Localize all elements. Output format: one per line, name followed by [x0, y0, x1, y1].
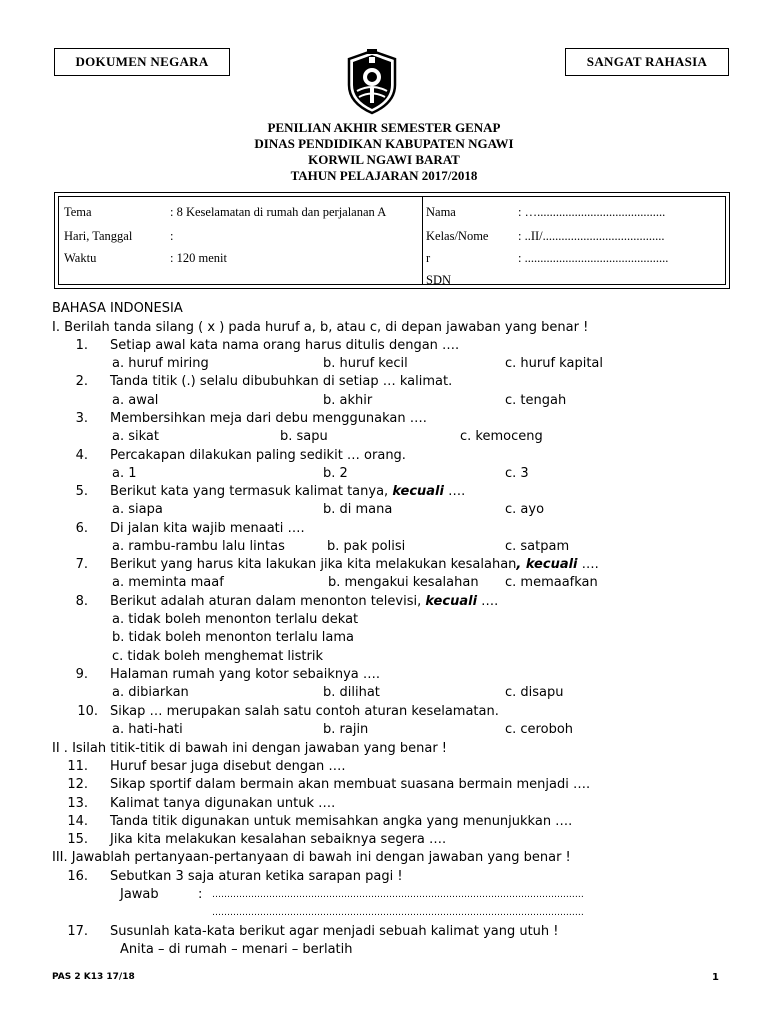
option-b[interactable]: b. tidak boleh menonton terlalu lama [112, 630, 355, 645]
emphasis-kecuali: kecuali [392, 484, 444, 499]
student-info-table: Tema : 8 Keselamatan di rumah dan perjalanan A Hari, Tanggal : Waktu : 120 menit Nama : …......................................... Kelas/Nome : ..II/....................................... r : .............................................. SDN [54, 192, 730, 289]
option-a[interactable]: a. huruf miring [112, 356, 209, 371]
emphasis-kecuali: kecuali [425, 594, 478, 609]
option-a[interactable]: a. tidak boleh menonton terlalu dekat [112, 612, 359, 627]
section-2-title: II . Isilah titik-titik di bawah ini dengan jawaban yang benar ! [52, 741, 448, 756]
option-a[interactable]: a. dibiarkan [112, 685, 189, 700]
section-3-title: III. Jawablah pertanyaan-pertanyaan di bawah ini dengan jawaban yang benar ! [52, 850, 571, 865]
word-list: Anita – di rumah – menari – berlatih [120, 942, 353, 957]
option-b[interactable]: b. rajin [323, 722, 369, 737]
option-a[interactable]: a. hati-hati [112, 722, 183, 737]
dokumen-negara-label: DOKUMEN NEGARA [54, 48, 230, 76]
answer-field[interactable]: ……………………………………………………………………………………………………….…… [212, 908, 584, 918]
option-a[interactable]: a. 1 [112, 466, 137, 481]
option-c[interactable]: c. tengah [505, 393, 567, 408]
option-b[interactable]: b. sapu [280, 429, 328, 444]
title-line: PENILIAN AKHIR SEMESTER GENAP [267, 120, 501, 135]
exam-title [0, 120, 768, 184]
option-b[interactable]: b. akhir [323, 393, 373, 408]
option-c[interactable]: c. kemoceng [460, 429, 543, 444]
option-a[interactable]: a. sikat [112, 429, 159, 444]
option-b[interactable]: b. huruf kecil [323, 356, 408, 371]
answer-field[interactable]: ……………………………………………………………………………………………………….…… [212, 890, 584, 900]
option-c[interactable]: c. satpam [505, 539, 570, 554]
emphasis-kecuali: , kecuali [516, 557, 578, 572]
subject-title: BAHASA INDONESIA [52, 301, 183, 316]
regency-emblem-icon [343, 47, 401, 115]
option-c[interactable]: c. tidak boleh menghemat listrik [112, 649, 324, 664]
option-c[interactable]: c. disapu [505, 685, 564, 700]
section-1-title: I. Berilah tanda silang ( x ) pada huruf a, b, atau c, di depan jawaban yang benar ! [52, 320, 589, 335]
option-b[interactable]: b. di mana [323, 502, 393, 517]
option-c[interactable]: c. ayo [505, 502, 545, 517]
option-c[interactable]: c. memaafkan [505, 575, 598, 590]
option-c[interactable]: c. huruf kapital [505, 356, 603, 371]
option-a[interactable]: a. siapa [112, 502, 163, 517]
option-a[interactable]: a. awal [112, 393, 159, 408]
option-c[interactable]: c. ceroboh [505, 722, 574, 737]
option-a[interactable]: a. rambu-rambu lalu lintas [112, 539, 285, 554]
title-line: KORWIL NGAWI BARAT [308, 152, 460, 167]
option-c[interactable]: c. 3 [505, 466, 529, 481]
option-a[interactable]: a. meminta maaf [112, 575, 224, 590]
option-b[interactable]: b. 2 [323, 466, 348, 481]
page-number: 1 [712, 972, 719, 983]
footer-code: PAS 2 K13 17/18 [52, 972, 135, 982]
sangat-rahasia-label: SANGAT RAHASIA [565, 48, 729, 76]
option-b[interactable]: b. pak polisi [327, 539, 406, 554]
option-b[interactable]: b. mengakui kesalahan [328, 575, 479, 590]
title-line: TAHUN PELAJARAN 2017/2018 [290, 168, 478, 183]
option-b[interactable]: b. dilihat [323, 685, 380, 700]
title-line: DINAS PENDIDIKAN KABUPATEN NGAWI [254, 136, 514, 151]
